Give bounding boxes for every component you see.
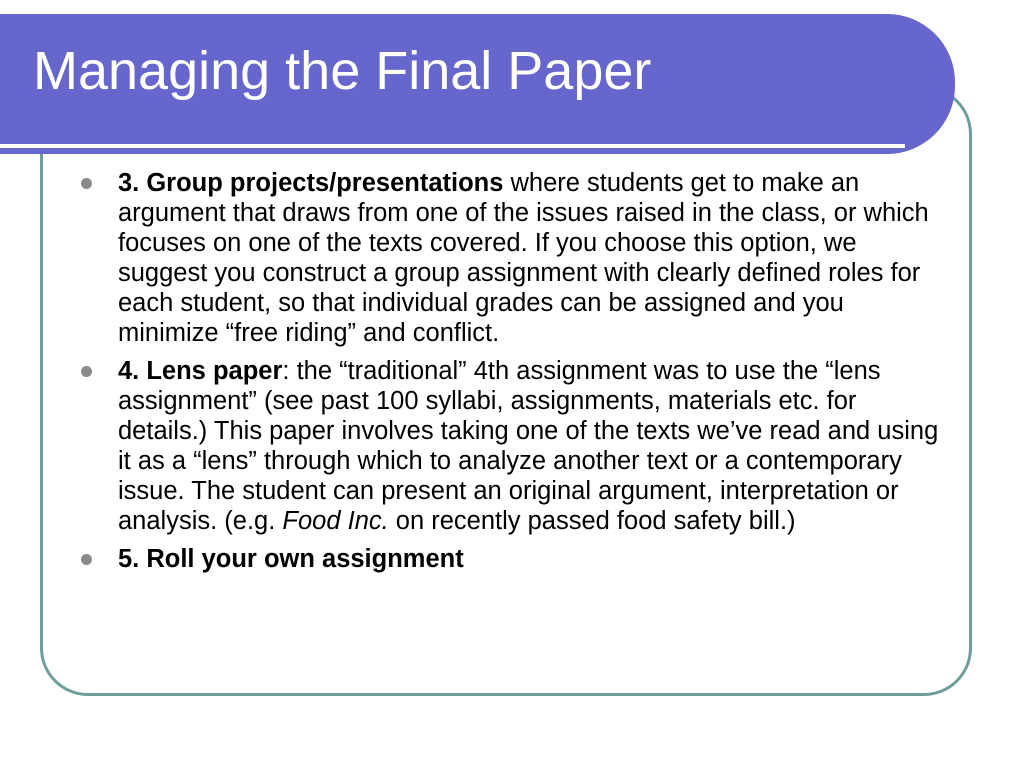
- bullet-dot-icon: [81, 366, 92, 377]
- bullet-body-end: on recently passed food safety bill.): [388, 507, 796, 535]
- bullet-emphasis: Food Inc.: [282, 507, 389, 535]
- bullet-dot-icon: [81, 178, 92, 189]
- title-divider: [0, 144, 905, 148]
- bullet-text: [118, 357, 938, 535]
- bullet-text: [118, 169, 929, 347]
- bullet-item-lens-paper: [78, 356, 946, 536]
- bullet-dot-icon: [81, 554, 92, 565]
- bullet-body: : the “traditional” 4th assignment was to use the “lens assignment” (see past 100 syllabi, assignments, materials etc. for details.) This paper involves taking one of the texts we’ve read and using it as a “lens” through which to analyze another text or a contemporary issue. The student can present an original argument, interpretation or analysis. (e.g.: [118, 357, 939, 535]
- bullet-item-roll-your-own: [78, 544, 946, 574]
- bullet-heading: 4. Lens paper: [118, 357, 283, 385]
- slide-title: Managing the Final Paper: [33, 41, 652, 101]
- bullet-heading: 5. Roll your own assignment: [118, 545, 464, 573]
- bullet-item-group-projects: [78, 168, 946, 348]
- bullet-heading: 3. Group projects/presentations: [118, 169, 504, 197]
- bullet-list: [78, 168, 946, 582]
- bullet-text: [118, 545, 464, 573]
- bullet-body: where students get to make an argument that draws from one of the issues raised in the class, or which focuses on one of the texts covered. If you choose this option, we suggest you construct a group assignment with clearly defined roles for each student, so that individual grades can be assigned and you minimize “free riding” and conflict.: [118, 169, 929, 347]
